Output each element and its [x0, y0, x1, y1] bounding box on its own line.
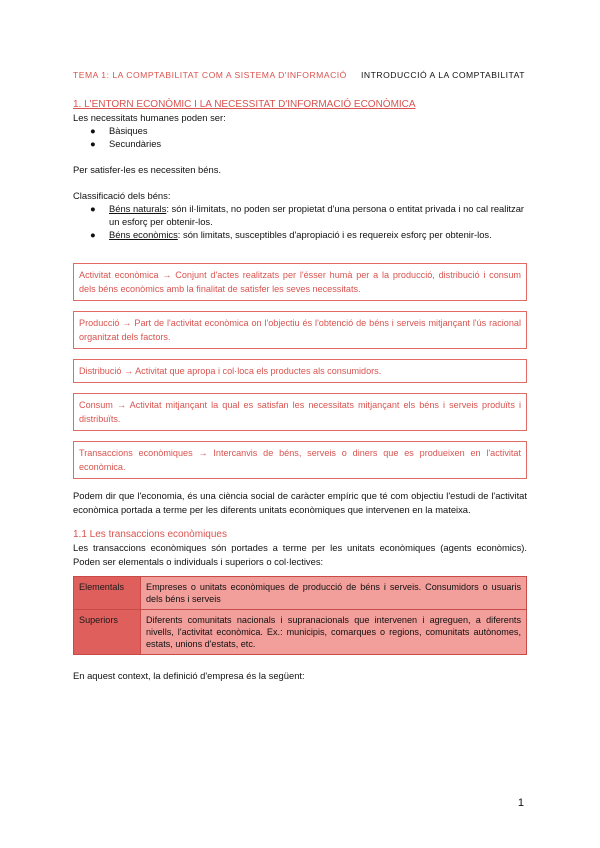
table-row	[74, 610, 527, 655]
section-1-1-title: 1.1 Les transaccions econòmiques	[73, 529, 227, 540]
satisfy-text: Per satisfer-les es necessiten béns.	[73, 164, 221, 175]
page-number: 1	[517, 797, 524, 809]
goods-term: Béns econòmics	[109, 229, 178, 240]
table-label: Elementals	[74, 577, 141, 610]
table-label: Superiors	[74, 610, 141, 655]
bullet-icon: ●	[90, 203, 96, 214]
definition-box: Activitat econòmica → Conjunt d'actes realitzats per l'ésser humà per a la producció, distribució i consum dels béns econòmics amb la finalitat de satisfer les seves necessitats.	[73, 263, 527, 301]
definition-box: Distribució → Activitat que apropa i col·loca els productes als consumidors.	[73, 359, 527, 383]
list-item: ● Béns econòmics: són limitats, susceptibles d'apropiació i es requereix esforç per obtenir-los.	[90, 229, 492, 240]
table-row	[74, 577, 527, 610]
header-course: INTRODUCCIÓ A LA COMPTABILITAT	[361, 70, 525, 80]
goods-list	[73, 202, 527, 241]
definition-box: Consum → Activitat mitjançant la qual es satisfan les necessitats mitjançant els béns i serveis produïts i distribuïts.	[73, 393, 527, 431]
page-content	[73, 98, 527, 682]
list-item: ● Béns naturals: són il·limitats, no poden ser propietat d'una persona o entitat privada i no cal realitzar un esforç per obtenir-los.	[90, 203, 525, 227]
bullet-icon: ●	[90, 125, 96, 136]
header-topic: TEMA 1: LA COMPTABILITAT COM A SISTEMA D'INFORMACIÓ	[73, 70, 347, 80]
definition-box: Producció → Part de l'activitat econòmica on l'objectiu és l'obtenció de béns i serveis mitjançant l'ús racional organitzat dels factors.	[73, 311, 527, 349]
goods-term: Béns naturals	[109, 203, 167, 214]
definition-box: Transaccions econòmiques → Intercanvis de béns, serveis o diners que es produeixen en l'activitat econòmica.	[73, 441, 527, 479]
table-desc: Diferents comunitats nacionals i supranacionals que intervenen i agreguen, a diferents nivells, l'activitat econòmica. Ex.: municipis, comarques o regions, comunitats autònomes, estats, unions d'estats, etc.	[141, 610, 527, 655]
list-item: ● Bàsiques	[90, 125, 148, 136]
list-item: ● Secundàries	[90, 138, 162, 149]
page-header	[73, 70, 525, 80]
bullet-icon: ●	[90, 138, 96, 149]
economy-paragraph: Podem dir que l'economia, és una ciència social de caràcter empíric que té com objectiu l'estudi de l'activitat econòmica portada a terme per les diferents unitats econòmiques que intervenen en la mateixa.	[73, 490, 527, 515]
agents-table	[73, 576, 527, 655]
needs-intro: Les necessitats humanes poden ser:	[73, 112, 226, 123]
needs-list	[73, 124, 527, 150]
classification-title: Classificació dels béns:	[73, 190, 171, 201]
table-desc: Empreses o unitats econòmiques de producció de béns i serveis. Consumidors o usuaris dels béns i serveis	[141, 577, 527, 610]
bullet-icon: ●	[90, 229, 96, 240]
closing-text: En aquest context, la definició d'empresa és la següent:	[73, 670, 305, 681]
section-1-title: 1. L'ENTORN ECONÒMIC I LA NECESSITAT D'INFORMACIÓ ECONÒMICA	[73, 99, 416, 110]
transactions-paragraph: Les transaccions econòmiques són portades a terme per les unitats econòmiques (agents econòmics). Poden ser elementals o individuals i superiors o col·lectives:	[73, 542, 527, 567]
